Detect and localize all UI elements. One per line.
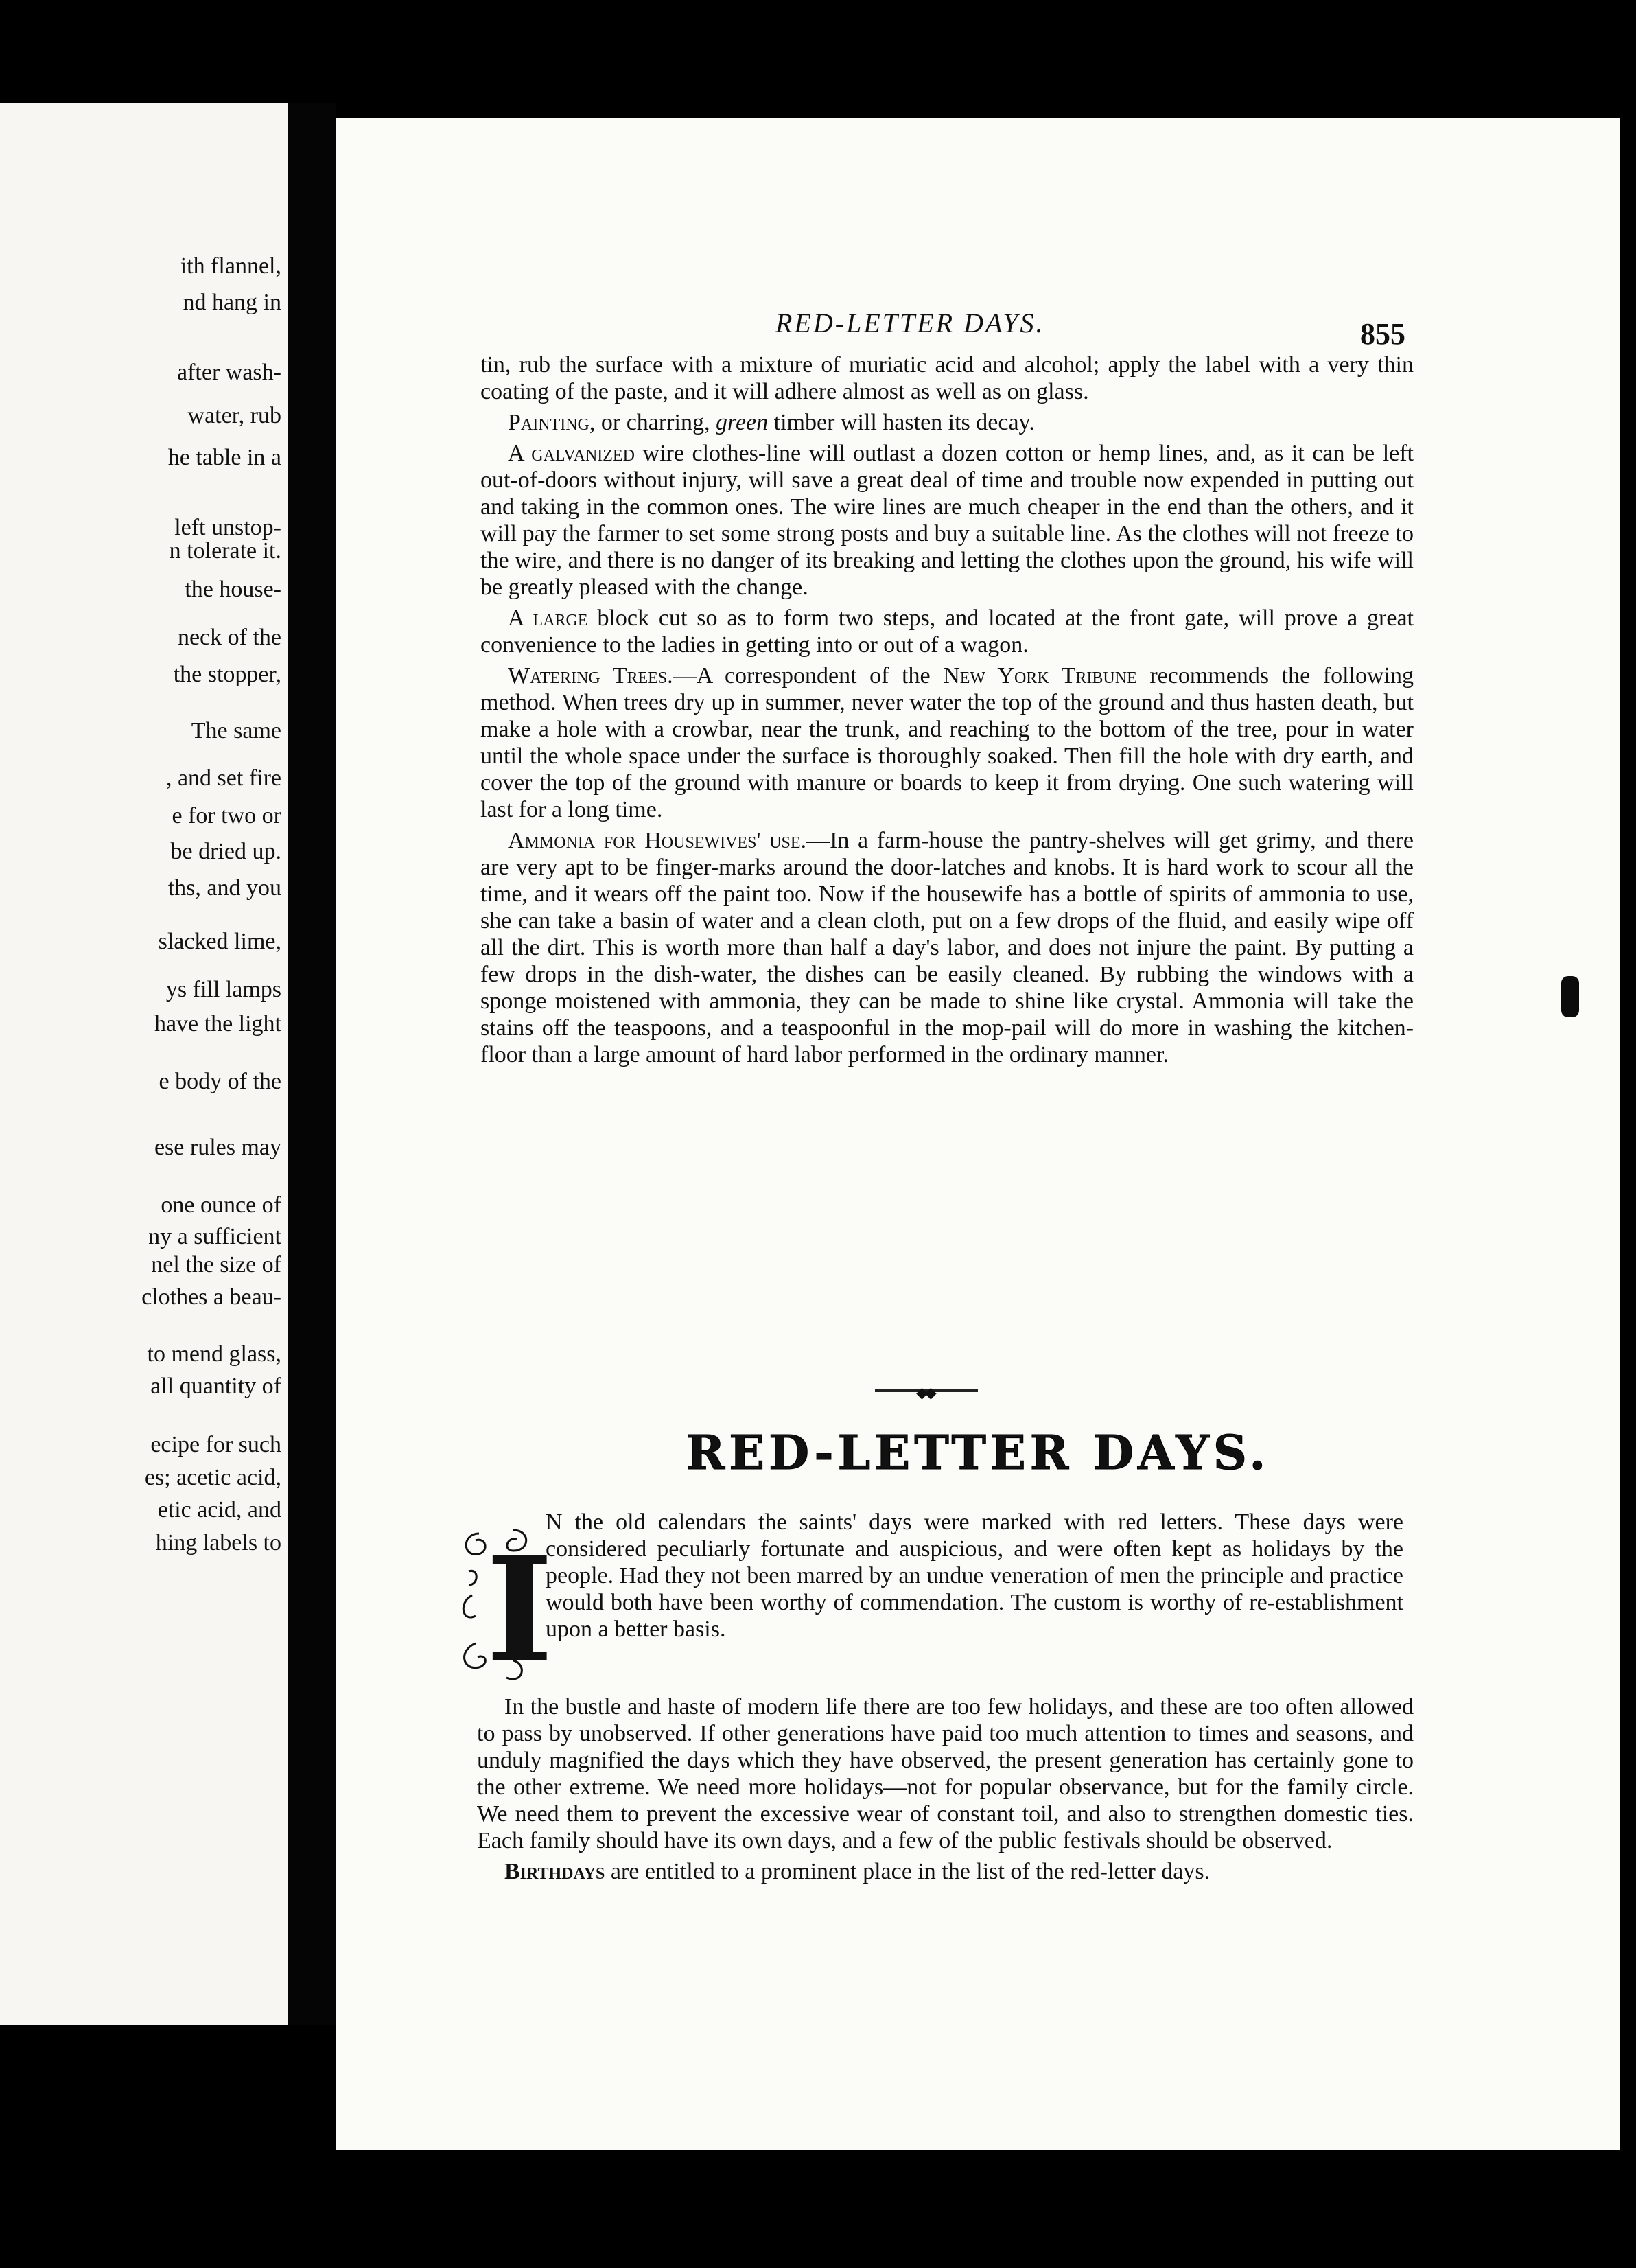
intro-paragraph <box>546 1509 1403 1643</box>
left-page-line: ys fill lamps <box>165 977 281 1002</box>
left-page-line: after wash- <box>177 360 281 385</box>
left-page-line: e body of the <box>159 1069 281 1094</box>
left-page-line: water, rub <box>182 403 281 428</box>
left-page-line: nd hang in <box>183 290 281 315</box>
book-spine <box>288 103 336 2025</box>
paragraph-painting <box>480 409 1414 436</box>
left-page-line: clothes a beau- <box>141 1284 281 1310</box>
paragraph-text: —In a farm-house the pantry-shelves will get grimy, and there are very apt to be finger-marks around the door-latches and knobs. It is hard work to scour all the time, and it wears off the paint too. Now if the housewife has a bottle of spirits of ammonia to use, she can take a basin of water and a clean cloth, put on a few drops of the fluid, and easily wipe off all the dirt. This is worth more than half a day's labor, and does not injure the paint. By putting a few drops in the dish-water, the dishes can be easily cleaned. By rubbing the windows with a sponge moistened with ammonia, they can be made to shine like crystal. Ammonia will take the stains off the teaspoons, and a teaspoonful in the mop-pail will do more in washing the kitchen-floor than a large amount of hard labor performed in the ordinary manner. <box>480 828 1414 1067</box>
left-page-line: be dried up. <box>170 839 281 864</box>
run-in-head: Painting, <box>508 410 596 435</box>
right-page <box>336 118 1620 2150</box>
left-page-line: neck of the <box>177 625 281 650</box>
paragraph-block-steps <box>480 605 1414 658</box>
left-page-line: , and set fire <box>165 765 281 791</box>
paragraph-text: wire clothes-line will outlast a dozen cotton or hemp lines, and, as it can be left out-of-doors without injury, will save a great deal of time and trouble now expended in putting out and taking in the common ones. The wire lines are much cheaper in the end than the others, and it will pay the farmer to set some strong posts and buy a suitable line. As the clothes will not freeze to the wire, and there is no danger of its breaking and letting the clothes upon the ground, his wife will be greatly pleased with the change. <box>480 441 1414 600</box>
left-page-line: ith flannel, <box>180 253 281 279</box>
left-page-line: es; acetic acid, <box>144 1465 281 1490</box>
paragraph-label-tin: tin, rub the surface with a mixture of muriatic acid and alcohol; apply the label with a very thin coating of the paste, and it will adhere almost as well as on glass. <box>480 352 1414 404</box>
drop-cap-letter: I <box>486 1525 554 1695</box>
run-in-head: Ammonia for Housewives' use. <box>508 828 807 853</box>
paragraph-text: —A correspondent of the <box>673 663 944 688</box>
left-page-line: one ounce of <box>161 1192 281 1218</box>
paragraph-clothes-line <box>480 440 1414 601</box>
section-red-letter-body <box>477 1693 1414 1889</box>
left-page-line: hing labels to <box>155 1530 281 1555</box>
decorative-drop-cap <box>458 1520 554 1695</box>
left-facing-page <box>0 103 290 2025</box>
run-in-head: A galvanized <box>508 441 635 466</box>
left-page-line: have the light <box>154 1011 281 1037</box>
divider-ornament: ◆◆ <box>916 1384 934 1401</box>
left-page-line: slacked lime, <box>158 929 281 954</box>
paragraph-text: recommends the following method. When trees dry up in summer, never water the top of the ground and thus hasten death, but make a hole with a crowbar, near the trunk, and reaching to the bottom of the tree, pour in water until the whole space under the surface is thoroughly soaked. Then fill the hole with dry earth, and cover the top of the ground with manure or boards to keep it from drying. One such watering will last for a long time. <box>480 663 1414 822</box>
paragraph-text: or charring, <box>595 410 716 435</box>
paragraph-text: are entitled to a prominent place in the list of the red-letter days. <box>605 1859 1211 1884</box>
emphasis: green <box>716 410 769 435</box>
left-page-line: The same <box>191 718 281 743</box>
left-page-line: to mend glass, <box>147 1341 281 1367</box>
left-page-line: ecipe for such <box>150 1432 281 1457</box>
run-in-head: A large <box>508 605 588 631</box>
page-number: 855 <box>1360 317 1405 351</box>
left-page-line: nel the size of <box>151 1252 281 1277</box>
run-in-head: Watering Trees. <box>508 663 673 688</box>
left-page-line: ny a sufficient <box>148 1224 281 1249</box>
left-page-line: left unstop- <box>174 515 281 540</box>
paragraph-text: timber will hasten its decay. <box>768 410 1035 435</box>
drop-cap-continuation: N <box>546 1509 563 1535</box>
paragraph-birthdays <box>477 1858 1414 1885</box>
page-edge-tab <box>1561 976 1579 1017</box>
paragraph-text: the old calendars the saints' days were marked with red letters. These days were considered peculiarly fortunate and auspicious, and were often kept as holidays by the people. Had they not been marred by an undue veneration of men the principle and practice would both have been worthy of commendation. The custom is worthy of re-establishment upon a better basis. <box>546 1509 1403 1642</box>
left-page-line: ths, and you <box>167 875 281 901</box>
left-page-line: etic acid, and <box>157 1497 281 1523</box>
left-page-line: he table in a <box>167 445 281 470</box>
left-page-line: e for two or <box>172 803 281 829</box>
left-page-line: n tolerate it. <box>169 538 281 564</box>
section-title: RED-LETTER DAYS. <box>686 1426 1270 1481</box>
paragraph-holidays: In the bustle and haste of modern life there are too few holidays, and these are too often allowed to pass by unobserved. If other generations have paid too much attention to times and seasons, and unduly magnified the days which they have observed, the present generation has certainly gone to the other extreme. We need more holidays—not for popular observance, but for the family circle. We need them to prevent the excessive wear of constant toil, and also to strengthen domestic ties. Each family should have its own days, and a few of the public festivals should be observed. <box>477 1694 1414 1853</box>
paragraph-ammonia <box>480 827 1414 1068</box>
paragraph-watering-trees <box>480 662 1414 823</box>
left-page-line: all quantity of <box>150 1374 281 1399</box>
run-in-head: Birthdays <box>504 1859 605 1884</box>
left-page-line: ese rules may <box>154 1135 281 1160</box>
left-page-line: the stopper, <box>167 662 281 687</box>
section-household-hints <box>480 351 1414 1072</box>
newspaper-name: New York Tribune <box>943 663 1137 688</box>
left-page-line: the house- <box>178 577 281 602</box>
paragraph-text: block cut so as to form two steps, and located at the front gate, will prove a great convenience to the ladies in getting into or out of a wagon. <box>480 605 1414 658</box>
running-head: RED-LETTER DAYS. <box>775 308 1045 338</box>
